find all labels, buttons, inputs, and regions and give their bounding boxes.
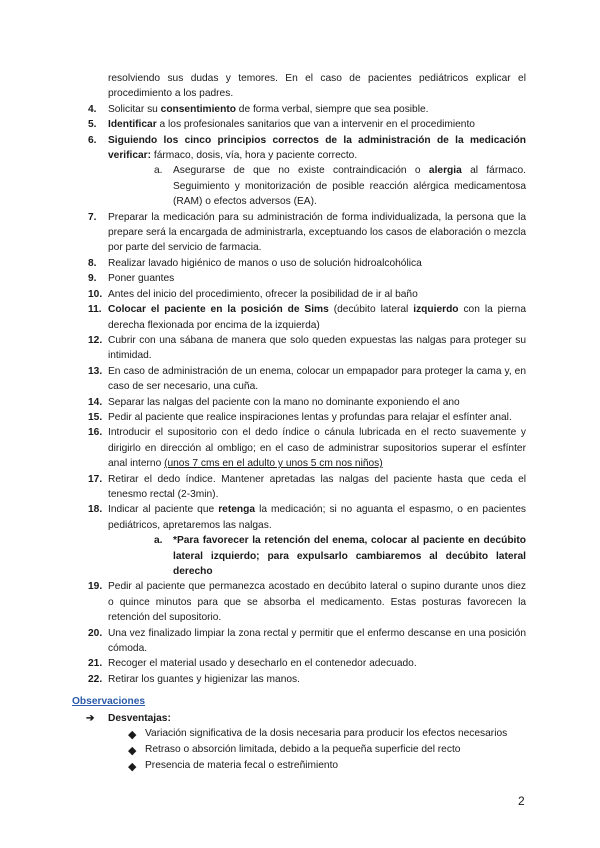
step-21: 21. Recoger el material usado y desecharlo en el contenedor adecuado.: [88, 658, 417, 670]
step-4: 4. Solicitar su consentimiento de forma verbal, siempre que sea posible.: [108, 102, 526, 117]
step-20: 20. Una vez finalizado limpiar la zona rectal y permitir que el enfermo descanse en una posición cómoda.: [88, 627, 526, 655]
page-number: 2: [518, 794, 525, 808]
step-18-sub-a: a. *Para favorecer la retención del enema, colocar al paciente en decúbito lateral izquierdo; para expulsarlo cambiaremos al decúbito lateral derecho: [154, 535, 526, 577]
list-item: ◆ Variación significativa de la dosis necesaria para producir los efectos necesarios: [128, 726, 507, 742]
diamond-bullet-icon: ◆: [128, 761, 137, 773]
arrow-right-icon: ➔: [86, 713, 95, 724]
step-16: 16. Introducir el supositorio con el dedo índice o cánula lubricada en el recto suavemente y dirigirlo en dirección al ombligo; en el caso de administrar supositorios superar el esfínter anal interno (unos 7 cms en el adulto y unos 5 cm nos niños): [88, 427, 526, 470]
desventajas-list: [128, 726, 507, 774]
step-number: 4.: [88, 103, 97, 115]
step-15: 15. Pedir al paciente que realice inspiraciones lentas y profundas para relajar el esfínter anal.: [88, 411, 512, 423]
procedure-text: [88, 71, 527, 687]
desventajas-item: ➔ Desventajas:: [86, 711, 171, 726]
step-9: 9. Poner guantes: [88, 273, 175, 285]
step-13: 13. En caso de administración de un enema, colocar un empapador para proteger la cama y, en caso de ser necesario, una cuña.: [88, 365, 526, 393]
step-17: 17. Retirar el dedo índice. Mantener apretadas las nalgas del paciente hasta que ceda el tenesmo rectal (2-3min).: [88, 473, 526, 500]
step-12: 12. Cubrir con una sábana de manera que solo queden expuestas las nalgas para proteger su intimidad.: [88, 334, 526, 362]
step-6-sub-a: a. Asegurarse de que no existe contraindicación o alergia al fármaco. Seguimiento y monitorización de posible reacción alérgica medicamentosa (RAM) o efectos adversos (EA).: [154, 165, 526, 208]
observaciones-heading: Observaciones: [72, 696, 146, 707]
step-7: 7. Preparar la medicación para su administración de forma individualizada, la persona que la prepare será la encargada de administrarla, exceptuando los casos de elaboración o mezcla por parte del servicio de farmacia.: [88, 211, 526, 254]
diamond-bullet-icon: ◆: [128, 729, 137, 741]
step-number: 6.: [88, 134, 97, 146]
step-19: 19. Pedir al paciente que permanezca acostado en decúbito lateral o supino durante unos diez o quince minutos para que se absorba el medicamento. Estas posturas favorecen la retención del supositorio.: [88, 581, 526, 624]
step-11: 11. Colocar el paciente en la posición de Sims (decúbito lateral izquierdo con la pierna derecha flexionada por encima de la izquierda): [88, 304, 526, 331]
step-6: 6. Siguiendo los cinco principios correctos de la administración de la medicación verificar: fármaco, dosis, vía, hora y paciente correcto.: [88, 134, 526, 162]
step-10: 10. Antes del inicio del procedimiento, ofrecer la posibilidad de ir al baño: [88, 288, 418, 300]
list-item: ◆ Retraso o absorción limitada, debido a la pequeña superficie del recto: [128, 742, 507, 758]
step-8: 8. Realizar lavado higiénico de manos o uso de solución hidroalcohólica: [88, 257, 422, 269]
continuation-paragraph: resolviendo sus dudas y temores. En el caso de pacientes pediátricos explicar el procedimiento a los padres.: [108, 73, 526, 100]
step-14: 14. Separar las nalgas del paciente con la mano no dominante exponiendo el ano: [88, 396, 460, 408]
step-5: 5. Identificar a los profesionales sanitarios que van a intervenir en el procedimiento: [108, 117, 526, 132]
step-18: 18. Indicar al paciente que retenga la medicación; si no aguanta el espasmo, o en pacientes pediátricos, apretaremos las nalgas.: [88, 504, 527, 531]
diamond-bullet-icon: ◆: [128, 745, 137, 757]
step-number: 5.: [88, 119, 97, 131]
step-22: 22. Retirar los guantes y higienizar las manos.: [88, 673, 300, 685]
list-item: ◆ Presencia de materia fecal o estreñimiento: [128, 758, 507, 774]
